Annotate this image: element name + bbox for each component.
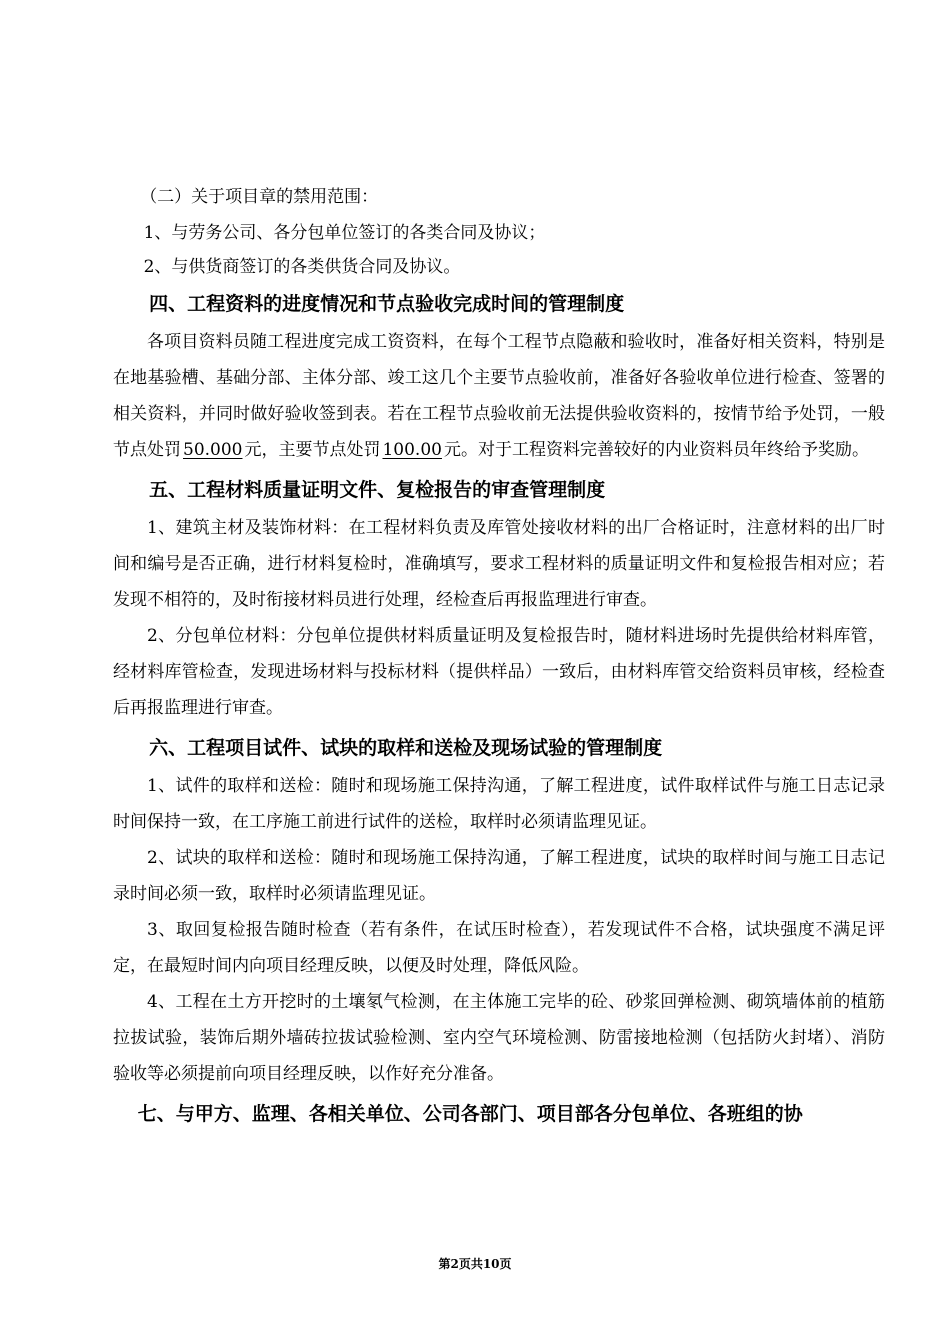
section-5-paragraph: 1、建筑主材及装饰材料：在工程材料负责及库管处接收材料的出厂合格证时，注意材料的出厂时间和编号是否正确，进行材料复检时，准确填写，要求工程材料的质量证明文件和复检报告相对应；若发现不相符的，及时衔接材料员进行处理，经检查后再报监理进行审查。: [113, 518, 885, 610]
section-heading-5: 五、工程材料质量证明文件、复检报告的审查管理制度: [149, 479, 606, 501]
penalty-general-value: 50.000: [183, 440, 243, 460]
page-footer: 第2页共10页: [438, 1257, 512, 1271]
section-heading-4: 四、工程资料的进度情况和节点验收完成时间的管理制度: [149, 293, 625, 315]
section-4-text-after: 元。对于工程资料完善较好的内业资料员年终给予奖励。: [443, 440, 869, 460]
section-heading-6: 六、工程项目试件、试块的取样和送检及现场试验的管理制度: [149, 737, 663, 759]
section-5-paragraph: 2、分包单位材料：分包单位提供材料质量证明及复检报告时，随材料进场时先提供给材料库管，经材料库管检查，发现进场材料与投标材料（提供样品）一致后，由材料库管交给资料员审核，经检查后再报监理进行审查。: [113, 626, 885, 718]
list-item: 1、与劳务公司、各分包单位签订的各类合同及协议；: [143, 223, 546, 243]
section-4-paragraph: [113, 324, 885, 468]
penalty-major-value: 100.00: [382, 440, 442, 460]
document-body: [113, 180, 885, 1134]
section-4-text-before: 各项目资料员随工程进度完成工资资料，在每个工程节点隐蔽和验收时，准备好相关资料，特别是在地基验槽、基础分部、主体分部、竣工这几个主要节点验收前，准备好各验收单位进行检查、签署的相关资料，并同时做好验收签到表。若在工程节点验收前无法提供验收资料的，按情节给予处罚，一般节点处罚: [113, 332, 885, 460]
subheading-seal-prohibition: （二）关于项目章的禁用范围：: [140, 187, 379, 207]
section-6-paragraph: 1、试件的取样和送检：随时和现场施工保持沟通，了解工程进度，试件取样试件与施工日志记录时间保持一致，在工序施工前进行试件的送检，取样时必须请监理见证。: [113, 776, 885, 832]
section-6-paragraph: 2、试块的取样和送检：随时和现场施工保持沟通，了解工程进度，试块的取样时间与施工日志记录时间必须一致，取样时必须请监理见证。: [113, 848, 885, 904]
section-6-paragraph: 4、工程在土方开挖时的土壤氡气检测，在主体施工完毕的砼、砂浆回弹检测、砌筑墙体前的植筋拉拔试验，装饰后期外墙砖拉拔试验检测、室内空气环境检测、防雷接地检测（包括防火封堵）、消防验收等必须提前向项目经理反映，以作好充分准备。: [113, 992, 885, 1084]
section-6-paragraph: 3、取回复检报告随时检查（若有条件，在试压时检查），若发现试件不合格，试块强度不满足评定，在最短时间内向项目经理反映，以便及时处理，降低风险。: [113, 920, 885, 976]
section-4-unit: 元，主要节点处罚: [244, 440, 381, 460]
list-item: 2、与供货商签订的各类供货合同及协议。: [143, 257, 461, 277]
section-heading-7: 七、与甲方、监理、各相关单位、公司各部门、项目部各分包单位、各班组的协: [137, 1103, 803, 1125]
